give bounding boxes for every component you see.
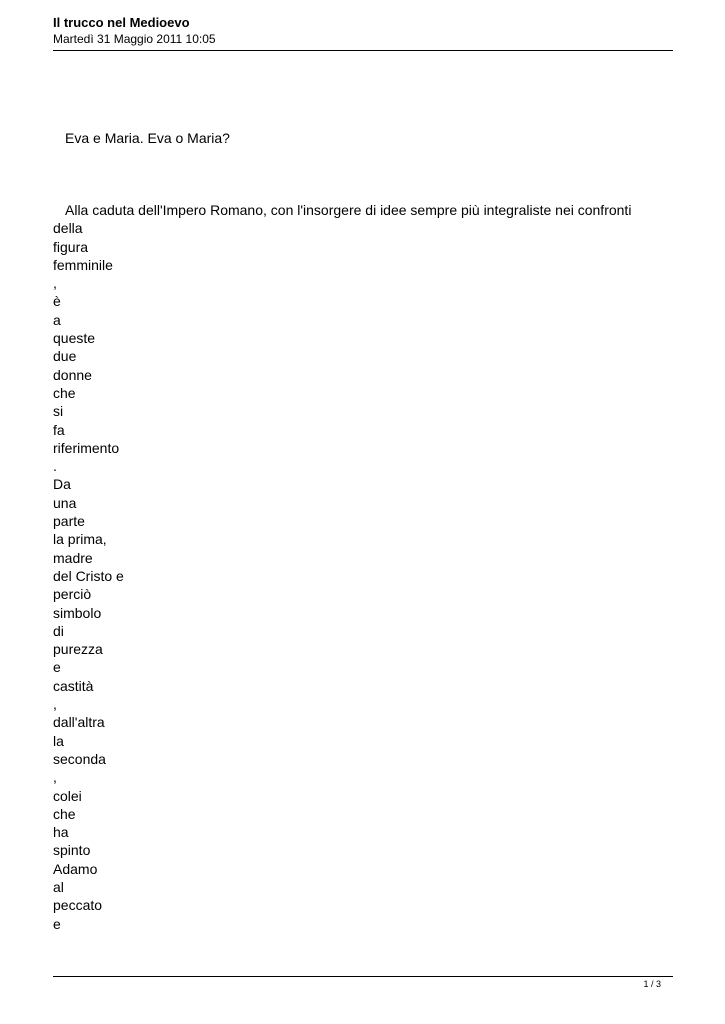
- body-text-line: e: [53, 915, 61, 932]
- body-text-line: ,: [53, 275, 57, 292]
- page-number: 1 / 3: [643, 979, 661, 989]
- header-divider: [53, 50, 673, 51]
- body-text-line: figura: [53, 238, 89, 255]
- document-title: Il trucco nel Medioevo: [53, 15, 190, 30]
- body-text-line: perciò: [53, 586, 92, 603]
- body-text-line: fa: [53, 421, 65, 438]
- body-text-line: seconda: [53, 750, 106, 767]
- body-text-line: Adamo: [53, 860, 98, 877]
- body-text-line: che: [53, 384, 76, 401]
- body-text-line: riferimento: [53, 439, 120, 456]
- body-text-line: castità: [53, 677, 94, 694]
- footer-divider: [53, 976, 673, 977]
- body-text-line: madre: [53, 549, 93, 566]
- body-text-line: a: [53, 311, 61, 328]
- body-text-line: femminile: [53, 256, 113, 273]
- document-header: [53, 14, 673, 47]
- article-first-line: Alla caduta dell'Impero Romano, con l'insorgere di idee sempre più integraliste nei confronti: [65, 202, 632, 218]
- body-text-line: simbolo: [53, 604, 102, 621]
- body-text-line: è: [53, 293, 61, 310]
- body-text-line: di: [53, 622, 64, 639]
- body-text-line: .: [53, 458, 57, 475]
- body-text-line: si: [53, 403, 64, 420]
- body-text-line: ,: [53, 769, 57, 786]
- body-text-line: queste: [53, 330, 96, 347]
- body-text-line: Da: [53, 476, 71, 493]
- article-body: [53, 201, 678, 933]
- body-text-line: della: [53, 220, 83, 237]
- body-text-line: che: [53, 805, 76, 822]
- body-text-line: peccato: [53, 897, 103, 914]
- body-text-line: dall'altra: [53, 714, 105, 731]
- body-text-line: purezza: [53, 641, 103, 658]
- document-date: Martedì 31 Maggio 2011 10:05: [53, 32, 216, 46]
- body-text-line: una: [53, 494, 77, 511]
- body-text-line: la prima,: [53, 531, 107, 548]
- article-subtitle: Eva e Maria. Eva o Maria?: [65, 130, 230, 146]
- body-text-line: spinto: [53, 842, 91, 859]
- article-word-list: [53, 219, 678, 933]
- body-text-line: e: [53, 659, 61, 676]
- body-text-line: ha: [53, 824, 69, 841]
- body-text-line: la: [53, 732, 64, 749]
- body-text-line: ,: [53, 696, 57, 713]
- body-text-line: colei: [53, 787, 82, 804]
- body-text-line: donne: [53, 366, 92, 383]
- body-text-line: parte: [53, 513, 85, 530]
- body-text-line: del Cristo e: [53, 567, 124, 584]
- body-text-line: al: [53, 878, 64, 895]
- body-text-line: due: [53, 348, 77, 365]
